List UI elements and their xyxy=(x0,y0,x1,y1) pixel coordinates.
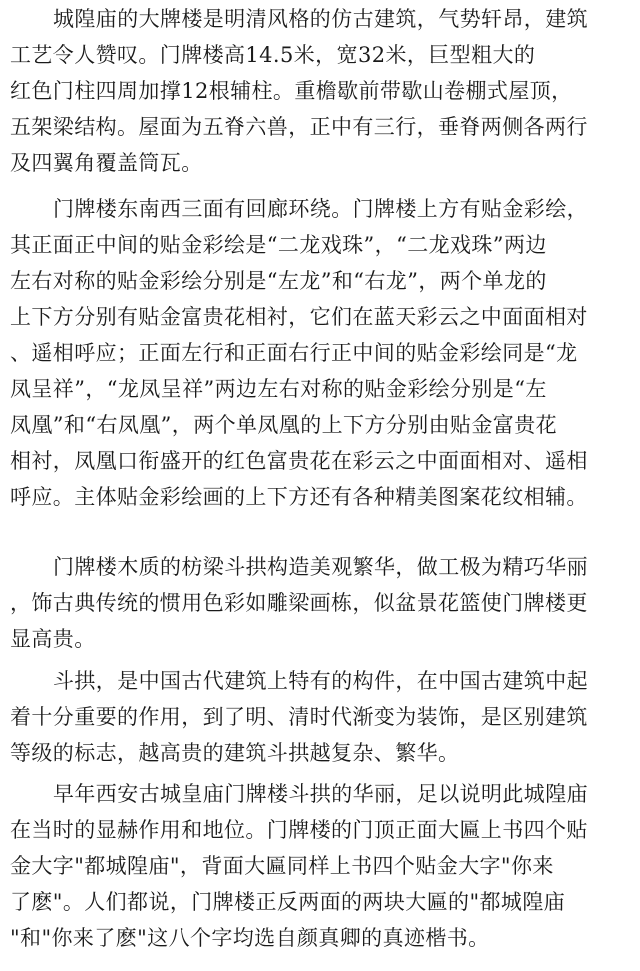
paragraph-4 xyxy=(10,663,588,771)
paragraph-2 xyxy=(10,191,588,515)
text-line: 及四翼角覆盖筒瓦。 xyxy=(10,151,203,175)
text-line: 显高贵。 xyxy=(10,627,96,651)
text-line: 凤凰”和“右凤凰”，两个单凤凰的上下方分别由贴金富贵花 xyxy=(10,413,558,437)
text-line: 五架梁结构。屋面为五脊六兽，正中有三行，垂脊两侧各两行 xyxy=(10,115,588,139)
text-line: 呼应。主体贴金彩绘画的上下方还有各种精美图案花纹相辅。 xyxy=(10,485,588,509)
text-line: 早年西安古城皇庙门牌楼斗拱的华丽，足以说明此城隍庙 xyxy=(53,782,588,806)
paragraph-1 xyxy=(10,1,588,181)
text-line: 左右对称的贴金彩绘分别是“左龙”和“右龙”，两个单龙的 xyxy=(10,269,547,293)
text-line: 工艺令人赞叹。门牌楼高14.5米，宽32米，巨型粗大的 xyxy=(10,43,536,67)
text-line: 门牌楼东南西三面有回廊环绕。门牌楼上方有贴金彩绘， xyxy=(53,197,588,221)
text-line: 金大字"都城隍庙"，背面大匾同样上书四个贴金大字"你来 xyxy=(10,854,554,878)
text-line: 着十分重要的作用，到了明、清时代渐变为装饰，是区别建筑 xyxy=(10,705,588,729)
text-line: "和"你来了麽"这八个字均选自颜真卿的真迹楷书。 xyxy=(10,926,490,950)
text-line: 等级的标志，越高贵的建筑斗拱越复杂、繁华。 xyxy=(10,741,460,765)
text-line: 斗拱，是中国古代建筑上特有的构件，在中国古建筑中起 xyxy=(53,669,588,693)
paragraph-3 xyxy=(10,549,588,657)
text-line: 上下方分别有贴金富贵花相衬，它们在蓝天彩云之中面面相对 xyxy=(10,305,588,329)
text-line: 红色门柱四周加撑12根辅柱。重檐歇前带歇山卷棚式屋顶， xyxy=(10,79,573,103)
text-line: 在当时的显赫作用和地位。门牌楼的门顶正面大匾上书四个贴 xyxy=(10,818,588,842)
paragraph-5 xyxy=(10,776,588,956)
text-line: 门牌楼木质的枋梁斗拱构造美观繁华，做工极为精巧华丽 xyxy=(53,555,588,579)
text-line: 其正面正中间的贴金彩绘是“二龙戏珠”，“二龙戏珠”两边 xyxy=(10,233,547,257)
text-line: 相衬，凤凰口衔盛开的红色富贵花在彩云之中面面相对、遥相 xyxy=(10,449,588,473)
text-line: ，饰古典传统的惯用色彩如雕梁画栋，似盆景花篮使门牌楼更 xyxy=(10,591,588,615)
text-line: 、遥相呼应；正面左行和正面右行正中间的贴金彩绘同是“龙 xyxy=(10,341,578,365)
text-line: 城隍庙的大牌楼是明清风格的仿古建筑，气势轩昂，建筑 xyxy=(53,7,588,31)
text-line: 凤呈祥”，“龙凤呈祥”两边左右对称的贴金彩绘分别是“左 xyxy=(10,377,547,401)
text-line: 了麽"。人们都说，门牌楼正反两面的两块大匾的"都城隍庙 xyxy=(10,890,566,914)
